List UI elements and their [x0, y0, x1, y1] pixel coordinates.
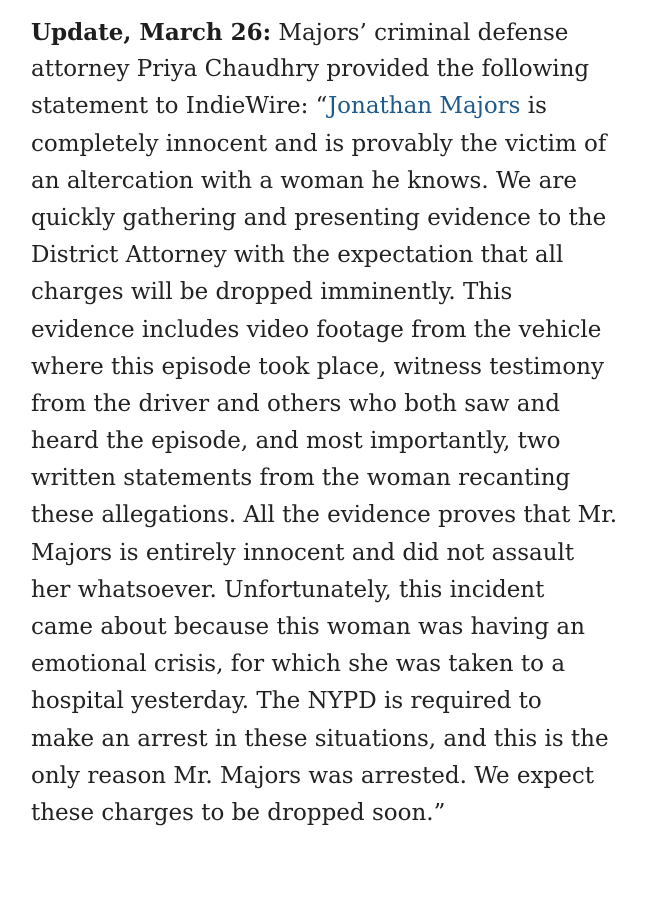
jonathan-majors-link[interactable]: Jonathan Majors — [327, 93, 521, 120]
paragraph-line: where this episode took place, witness testimony — [31, 353, 604, 380]
paragraph-line: evidence includes video footage from the vehicle — [31, 316, 602, 343]
paragraph-line: an altercation with a woman he knows. We are — [31, 167, 577, 194]
paragraph-line: heard the episode, and most importantly, two — [31, 428, 561, 455]
paragraph-line: completely innocent and is provably the victim of — [31, 130, 607, 157]
paragraph-line: these allegations. All the evidence proves that Mr. — [31, 502, 618, 529]
paragraph-line: these charges to be dropped soon.” — [31, 799, 446, 826]
article-update-paragraph — [31, 14, 631, 832]
paragraph-line: written statements from the woman recanting — [31, 465, 571, 492]
paragraph-line: came about because this woman was having an — [31, 614, 585, 640]
paragraph-line: charges will be dropped imminently. This — [31, 279, 513, 306]
paragraph-line: only reason Mr. Majors was arrested. We expect — [31, 762, 594, 789]
paragraph-line: quickly gathering and presenting evidence to the — [31, 204, 607, 231]
paragraph-line — [31, 88, 631, 125]
paragraph-line: from the driver and others who both saw and — [31, 390, 560, 417]
paragraph-line: hospital yesterday. The NYPD is required to — [31, 688, 542, 715]
paragraph-line — [31, 14, 631, 51]
paragraph-line: her whatsoever. Unfortunately, this incident — [31, 576, 545, 603]
paragraph-line: attorney Priya Chaudhry provided the following — [31, 56, 590, 83]
paragraph-text: Majors’ criminal defense — [271, 20, 569, 46]
paragraph-text: statement to IndieWire: “ — [31, 93, 328, 120]
paragraph-line: emotional crisis, for which she was taken to a — [31, 651, 566, 678]
paragraph-text: is — [520, 93, 547, 120]
update-date-label: Update, March 26: — [31, 19, 272, 46]
paragraph-line: make an arrest in these situations, and this is the — [31, 725, 609, 752]
paragraph-line: District Attorney with the expectation that all — [31, 242, 564, 269]
paragraph-line: Majors is entirely innocent and did not assault — [31, 539, 575, 566]
